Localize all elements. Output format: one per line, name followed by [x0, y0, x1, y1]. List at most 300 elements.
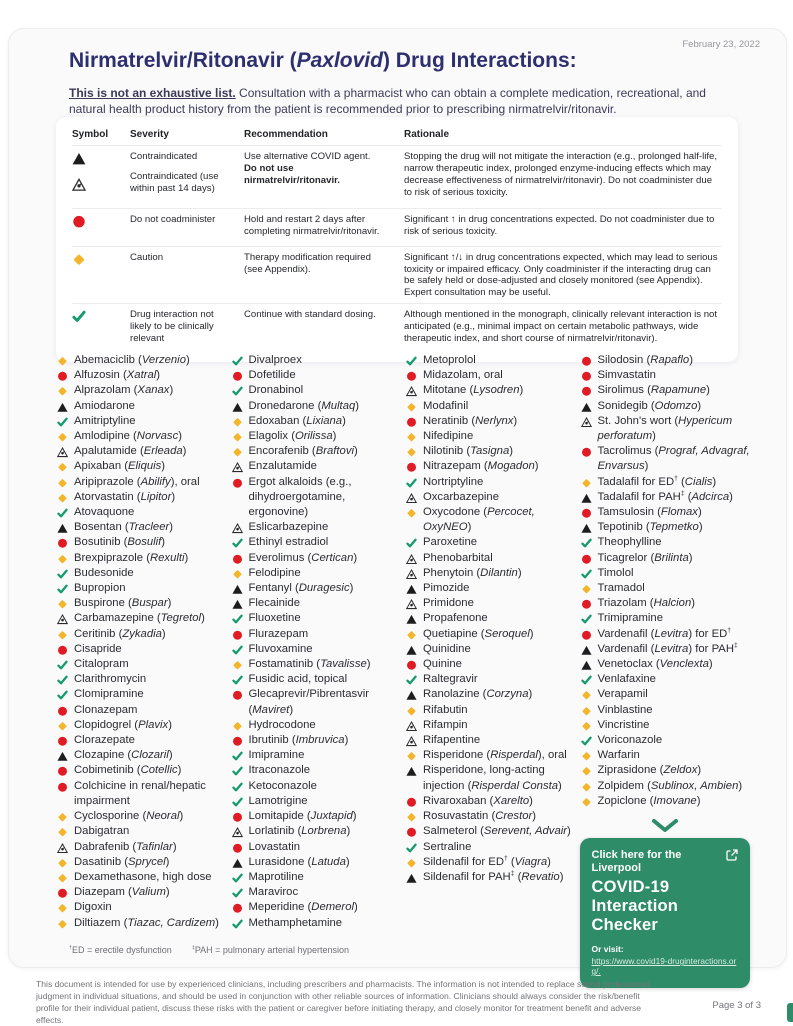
- black-triangle-icon: [581, 402, 592, 413]
- green-check-icon: [232, 888, 243, 899]
- green-check-icon: [232, 797, 243, 808]
- red-circle-icon: [232, 690, 243, 701]
- drug-list: [56, 353, 750, 988]
- red-circle-icon: [581, 630, 592, 641]
- drug-item: Phenytoin (Dilantin): [405, 566, 576, 581]
- yellow-diamond-icon: [57, 721, 68, 732]
- yellow-diamond-icon: [72, 253, 86, 266]
- red-circle-icon: [232, 736, 243, 747]
- green-check-icon: [57, 417, 68, 428]
- drug-item: Silodosin (Rapaflo): [580, 353, 751, 368]
- drug-item: Simvastatin: [580, 368, 751, 383]
- drug-item: Ranolazine (Corzyna): [405, 687, 576, 702]
- drug-item: Citalopram: [56, 657, 227, 672]
- red-circle-icon: [232, 630, 243, 641]
- red-circle-icon: [232, 843, 243, 854]
- drug-item: Triazolam (Halcion): [580, 596, 751, 611]
- drug-item: Sildenafil for ED† (Viagra): [405, 855, 576, 870]
- legend-row: Do not coadminister Hold and restart 2 days after completing nirmatrelvir/ritonavir. Significant ↑ in drug concentrations expected. Do not coadminister due to risk of serious toxicity.: [72, 208, 722, 245]
- drug-column-2: [231, 353, 402, 988]
- page-number: Page 3 of 3: [712, 1000, 761, 1011]
- red-circle-icon: [57, 706, 68, 717]
- yellow-diamond-icon: [406, 508, 417, 519]
- yellow-diamond-icon: [406, 432, 417, 443]
- black-triangle-icon: [406, 645, 417, 656]
- drug-item: Bosentan (Tracleer): [56, 520, 227, 535]
- triangle-14-day-icon: [57, 614, 68, 625]
- black-triangle-icon: [406, 690, 417, 701]
- drug-item: Metoprolol: [405, 353, 576, 368]
- drug-item: Lurasidone (Latuda): [231, 855, 402, 870]
- yellow-diamond-icon: [57, 554, 68, 565]
- triangle-14-day-icon: [406, 493, 417, 504]
- drug-item: Venlafaxine: [580, 672, 751, 687]
- yellow-diamond-icon: [581, 797, 592, 808]
- drug-item: Ketoconazole: [231, 779, 402, 794]
- drug-item: Brexpiprazole (Rexulti): [56, 551, 227, 566]
- page-title: Nirmatrelvir/Ritonavir (Paxlovid) Drug Interactions:: [69, 49, 577, 72]
- drug-item: Diltiazem (Tiazac, Cardizem): [56, 916, 227, 931]
- drug-item: Neratinib (Nerlynx): [405, 414, 576, 429]
- drug-item: Primidone: [405, 596, 576, 611]
- black-triangle-icon: [57, 751, 68, 762]
- drug-item: Budesonide: [56, 566, 227, 581]
- triangle-14-day-icon: [232, 827, 243, 838]
- footer-disclaimer: This document is intended for use by experienced clinicians, including prescribers and pharmacists. The information is not intended to replace sound professional judgment in individual situations, and should be used in conjunction with other reliable sources of information. Clinicians should always consider the risk/benefit profile for their individual patient, discuss these risks with the patient or caregiver before initiating therapy, and closely monitor for treatment benefit and adverse effects.: [36, 979, 650, 1025]
- red-circle-icon: [232, 478, 243, 489]
- drug-item: Paroxetine: [405, 535, 576, 550]
- black-triangle-icon: [406, 584, 417, 595]
- green-check-icon: [406, 843, 417, 854]
- legend-table: [56, 117, 738, 362]
- drug-item: Midazolam, oral: [405, 368, 576, 383]
- document-date: February 23, 2022: [682, 39, 760, 50]
- yellow-diamond-icon: [581, 690, 592, 701]
- yellow-diamond-icon: [232, 447, 243, 458]
- red-circle-icon: [57, 645, 68, 656]
- drug-item: Fluoxetine: [231, 611, 402, 626]
- cta-url-link[interactable]: https://www.covid19-druginteractions.org/.: [591, 956, 737, 977]
- drug-item: Rivaroxaban (Xarelto): [405, 794, 576, 809]
- green-check-icon: [57, 690, 68, 701]
- drug-item: Felodipine: [231, 566, 402, 581]
- drug-item: Verapamil: [580, 687, 751, 702]
- drug-item: Rosuvastatin (Crestor): [405, 809, 576, 824]
- drug-item: Cisapride: [56, 642, 227, 657]
- red-circle-icon: [57, 371, 68, 382]
- red-circle-icon: [72, 215, 86, 228]
- drug-item: Zopiclone (Imovane): [580, 794, 751, 809]
- yellow-diamond-icon: [57, 356, 68, 367]
- cta-label: Click here for the Liverpool: [591, 849, 682, 875]
- drug-item: Diazepam (Valium): [56, 885, 227, 900]
- red-circle-icon: [406, 797, 417, 808]
- drug-item: Vincristine: [580, 718, 751, 733]
- red-circle-icon: [581, 371, 592, 382]
- red-circle-icon: [581, 599, 592, 610]
- yellow-diamond-icon: [57, 493, 68, 504]
- red-circle-icon: [57, 766, 68, 777]
- intro-paragraph: This is not an exhaustive list. Consultation with a pharmacist who can obtain a complete medication, recreational, and natural health product history from the patient is recommended prior to prescribing nirmatrelvir/ritonavir.: [69, 86, 706, 116]
- drug-item: Sirolimus (Rapamune): [580, 383, 751, 398]
- green-check-icon: [232, 751, 243, 762]
- yellow-diamond-icon: [57, 812, 68, 823]
- legend-header-row: [72, 124, 722, 145]
- drug-item: Vinblastine: [580, 703, 751, 718]
- external-link-icon: [726, 849, 738, 861]
- legend-row: Contraindicated Contraindicated (use within past 14 days) Use alternative COVID agent. Do not use nirmatrelvir/ritonavir. Stopping the drug will not mitigate the interaction (e.g., prolonged half-life, narrow therapeutic index, prolonged enzyme-inducing effects which may decrease effectiveness of nirmatrelvir/ritonavir). Do not coadminister due to risk of serious toxicity.: [72, 145, 722, 208]
- drug-item: Clarithromycin: [56, 672, 227, 687]
- drug-item: Apixaban (Eliquis): [56, 459, 227, 474]
- legend-col-header: Symbol: [72, 129, 109, 140]
- yellow-diamond-icon: [232, 660, 243, 671]
- green-check-icon: [232, 645, 243, 656]
- red-circle-icon: [57, 782, 68, 793]
- drug-item: Rifabutin: [405, 703, 576, 718]
- legend-col-header: Severity: [130, 129, 169, 140]
- green-check-icon: [581, 614, 592, 625]
- drug-item: Lovastatin: [231, 840, 402, 855]
- red-circle-icon: [232, 903, 243, 914]
- drug-item: Flurazepam: [231, 627, 402, 642]
- yellow-diamond-icon: [406, 751, 417, 762]
- drug-item: Dronabinol: [231, 383, 402, 398]
- triangle-14-day-icon: [57, 447, 68, 458]
- drug-item: Fentanyl (Duragesic): [231, 581, 402, 596]
- green-check-icon: [72, 310, 86, 323]
- legend-col-header: Recommendation: [244, 129, 328, 140]
- drug-item: Flecainide: [231, 596, 402, 611]
- drug-item: Venetoclax (Venclexta): [580, 657, 751, 672]
- yellow-diamond-icon: [581, 584, 592, 595]
- green-check-icon: [57, 569, 68, 580]
- drug-item: Quetiapine (Seroquel): [405, 627, 576, 642]
- black-triangle-icon: [232, 599, 243, 610]
- drug-item: Propafenone: [405, 611, 576, 626]
- green-check-icon: [406, 478, 417, 489]
- black-triangle-icon: [581, 660, 592, 671]
- drug-item: Voriconazole: [580, 733, 751, 748]
- red-circle-icon: [581, 554, 592, 565]
- triangle-14-day-icon: [406, 599, 417, 610]
- red-circle-icon: [57, 888, 68, 899]
- drug-item: Tramadol: [580, 581, 751, 596]
- green-check-icon: [232, 766, 243, 777]
- green-check-icon: [232, 356, 243, 367]
- drug-item: Rifampin: [405, 718, 576, 733]
- drug-item: Buspirone (Buspar): [56, 596, 227, 611]
- yellow-diamond-icon: [57, 599, 68, 610]
- drug-item: Oxycodone (Percocet, OxyNEO): [405, 505, 576, 535]
- yellow-diamond-icon: [581, 721, 592, 732]
- drug-item: Dronedarone (Multaq): [231, 399, 402, 414]
- yellow-diamond-icon: [232, 721, 243, 732]
- yellow-diamond-icon: [406, 706, 417, 717]
- black-triangle-icon: [232, 402, 243, 413]
- yellow-diamond-icon: [406, 402, 417, 413]
- drug-item: Bosutinib (Bosulif): [56, 535, 227, 550]
- drug-item: Tacrolimus (Prograf, Advagraf, Envarsus): [580, 444, 751, 474]
- drug-item: Meperidine (Demerol): [231, 900, 402, 915]
- drug-item: Amitriptyline: [56, 414, 227, 429]
- triangle-14-day-icon: [406, 569, 417, 580]
- drug-item: Clozapine (Clozaril): [56, 748, 227, 763]
- yellow-diamond-icon: [57, 432, 68, 443]
- drug-item: Vardenafil (Levitra) for PAH‡: [580, 642, 751, 657]
- drug-item: Nifedipine: [405, 429, 576, 444]
- triangle-14-day-icon: [406, 721, 417, 732]
- black-triangle-icon: [232, 584, 243, 595]
- red-circle-icon: [581, 386, 592, 397]
- drug-item: Rifapentine: [405, 733, 576, 748]
- drug-column-4-items: [580, 353, 751, 809]
- green-check-icon: [232, 675, 243, 686]
- red-circle-icon: [232, 371, 243, 382]
- red-circle-icon: [57, 736, 68, 747]
- drug-item: Vardenafil (Levitra) for ED†: [580, 627, 751, 642]
- drug-item: Maraviroc: [231, 885, 402, 900]
- drug-item: Amlodipine (Norvasc): [56, 429, 227, 444]
- green-check-icon: [57, 660, 68, 671]
- drug-item: Aripiprazole (Abilify), oral: [56, 475, 227, 490]
- drug-column-4: [580, 353, 751, 988]
- yellow-diamond-icon: [57, 873, 68, 884]
- green-check-icon: [406, 356, 417, 367]
- cta-title: COVID-19 Interaction Checker: [591, 878, 679, 935]
- black-triangle-icon: [581, 523, 592, 534]
- green-check-icon: [57, 508, 68, 519]
- green-check-icon: [57, 675, 68, 686]
- drug-item: Itraconazole: [231, 763, 402, 778]
- legend-row: Drug interaction not likely to be clinically relevant Continue with standard dosing. Although mentioned in the monograph, clinically relevant interaction is not anticipated (e.g., minimal impact on certain metabolic pathways, wide therapeutic index, and short course of nirmatrelvir/ritonavir).: [72, 303, 722, 357]
- green-check-icon: [581, 675, 592, 686]
- drug-item: Sonidegib (Odomzo): [580, 399, 751, 414]
- corner-accent: [787, 1003, 793, 1022]
- drug-item: Edoxaban (Lixiana): [231, 414, 402, 429]
- yellow-diamond-icon: [57, 827, 68, 838]
- yellow-diamond-icon: [232, 417, 243, 428]
- yellow-diamond-icon: [406, 447, 417, 458]
- yellow-diamond-icon: [406, 630, 417, 641]
- triangle-14-day-icon: [232, 523, 243, 534]
- drug-item: Modafinil: [405, 399, 576, 414]
- drug-item: Abemaciclib (Verzenio): [56, 353, 227, 368]
- drug-item: Apalutamide (Erleada): [56, 444, 227, 459]
- green-check-icon: [232, 614, 243, 625]
- drug-item: Tadalafil for ED† (Cialis): [580, 475, 751, 490]
- drug-item: Tadalafil for PAH‡ (Adcirca): [580, 490, 751, 505]
- drug-item: Oxcarbazepine: [405, 490, 576, 505]
- drug-item: Dabrafenib (Tafinlar): [56, 840, 227, 855]
- green-check-icon: [232, 386, 243, 397]
- drug-item: Dexamethasone, high dose: [56, 870, 227, 885]
- drug-item: Nitrazepam (Mogadon): [405, 459, 576, 474]
- drug-item: Quinidine: [405, 642, 576, 657]
- drug-item: Mitotane (Lysodren): [405, 383, 576, 398]
- drug-item: Carbamazepine (Tegretol): [56, 611, 227, 626]
- legend-col-header: Rationale: [404, 129, 450, 140]
- green-check-icon: [232, 782, 243, 793]
- drug-item: Clonazepam: [56, 703, 227, 718]
- black-triangle-icon: [57, 402, 68, 413]
- drug-item: Dabigatran: [56, 824, 227, 839]
- legend-rows: [72, 145, 722, 357]
- drug-item: Dasatinib (Sprycel): [56, 855, 227, 870]
- red-circle-icon: [406, 417, 417, 428]
- drug-item: Enzalutamide: [231, 459, 402, 474]
- drug-item: Phenobarbital: [405, 551, 576, 566]
- drug-column-3: [405, 353, 576, 988]
- black-triangle-icon: [57, 523, 68, 534]
- green-check-icon: [581, 538, 592, 549]
- yellow-diamond-icon: [581, 706, 592, 717]
- drug-item: Colchicine in renal/hepatic impairment: [56, 779, 227, 809]
- yellow-diamond-icon: [581, 766, 592, 777]
- drug-item: Tamsulosin (Flomax): [580, 505, 751, 520]
- covid-checker-cta[interactable]: [580, 838, 751, 988]
- drug-item: Risperidone (Risperdal), oral: [405, 748, 576, 763]
- red-circle-icon: [581, 356, 592, 367]
- footnote-ed: †ED = erectile dysfunction: [69, 945, 172, 955]
- drug-item: Nortriptyline: [405, 475, 576, 490]
- triangle-14-day-icon: [232, 462, 243, 473]
- drug-item: Lorlatinib (Lorbrena): [231, 824, 402, 839]
- yellow-diamond-icon: [57, 919, 68, 930]
- green-check-icon: [581, 569, 592, 580]
- green-check-icon: [57, 584, 68, 595]
- drug-item: Fusidic acid, topical: [231, 672, 402, 687]
- drug-item: Sildenafil for PAH‡ (Revatio): [405, 870, 576, 885]
- drug-item: Dofetilide: [231, 368, 402, 383]
- green-check-icon: [232, 538, 243, 549]
- drug-item: Digoxin: [56, 900, 227, 915]
- drug-item: Risperidone, long-acting injection (Risperdal Consta): [405, 763, 576, 793]
- red-circle-icon: [581, 508, 592, 519]
- drug-item: Atorvastatin (Lipitor): [56, 490, 227, 505]
- drug-item: Fluvoxamine: [231, 642, 402, 657]
- red-circle-icon: [406, 660, 417, 671]
- drug-item: Pimozide: [405, 581, 576, 596]
- drug-item: Maprotiline: [231, 870, 402, 885]
- drug-item: Glecaprevir/Pibrentasvir (Maviret): [231, 687, 402, 717]
- triangle-14-day-icon: [57, 843, 68, 854]
- black-triangle-icon: [406, 766, 417, 777]
- yellow-diamond-icon: [581, 782, 592, 793]
- yellow-diamond-icon: [232, 432, 243, 443]
- yellow-diamond-icon: [57, 478, 68, 489]
- drug-item: Warfarin: [580, 748, 751, 763]
- drug-item: Trimipramine: [580, 611, 751, 626]
- drug-item: Hydrocodone: [231, 718, 402, 733]
- drug-item: Imipramine: [231, 748, 402, 763]
- yellow-diamond-icon: [57, 903, 68, 914]
- green-check-icon: [581, 736, 592, 747]
- yellow-diamond-icon: [57, 386, 68, 397]
- yellow-diamond-icon: [406, 812, 417, 823]
- green-check-icon: [406, 675, 417, 686]
- black-triangle-icon: [581, 645, 592, 656]
- drug-item: Encorafenib (Braftovi): [231, 444, 402, 459]
- drug-column-1: [56, 353, 227, 988]
- triangle-14-day-icon: [581, 417, 592, 428]
- yellow-diamond-icon: [57, 858, 68, 869]
- legend-row: Caution Therapy modification required (see Appendix). Significant ↑/↓ in drug concentrations expected, which may lead to serious toxicity or impaired efficacy. Only coadminister if the interacting drug can be safely held or dose-adjusted and closely monitored (see Appendix). Expert consultation may be useful.: [72, 246, 722, 304]
- drug-item: Lomitapide (Juxtapid): [231, 809, 402, 824]
- drug-item: Bupropion: [56, 581, 227, 596]
- drug-item: St. John's wort (Hypericum perforatum): [580, 414, 751, 444]
- red-circle-icon: [581, 447, 592, 458]
- drug-item: Ceritinib (Zykadia): [56, 627, 227, 642]
- drug-item: Raltegravir: [405, 672, 576, 687]
- drug-item: Ibrutinib (Imbruvica): [231, 733, 402, 748]
- drug-item: Cyclosporine (Neoral): [56, 809, 227, 824]
- drug-item: Clomipramine: [56, 687, 227, 702]
- drug-item: Amiodarone: [56, 399, 227, 414]
- footnote-pah: ‡PAH = pulmonary arterial hypertension: [191, 945, 349, 955]
- black-triangle-icon: [406, 614, 417, 625]
- red-circle-icon: [232, 812, 243, 823]
- yellow-diamond-icon: [57, 462, 68, 473]
- drug-item: Ergot alkaloids (e.g., dihydroergotamine, ergonovine): [231, 475, 402, 521]
- drug-item: Timolol: [580, 566, 751, 581]
- drug-item: Ethinyl estradiol: [231, 535, 402, 550]
- black-triangle-icon: [581, 493, 592, 504]
- yellow-diamond-icon: [57, 630, 68, 641]
- drug-item: Quinine: [405, 657, 576, 672]
- triangle-14-day-icon: [406, 386, 417, 397]
- yellow-diamond-icon: [232, 569, 243, 580]
- triangle-14-day-icon: [406, 736, 417, 747]
- drug-item: Clopidogrel (Plavix): [56, 718, 227, 733]
- drug-item: Divalproex: [231, 353, 402, 368]
- drug-item: Eslicarbazepine: [231, 520, 402, 535]
- drug-item: Clorazepate: [56, 733, 227, 748]
- black-triangle-icon: [72, 152, 86, 165]
- drug-item: Ziprasidone (Zeldox): [580, 763, 751, 778]
- yellow-diamond-icon: [406, 858, 417, 869]
- drug-item: Atovaquone: [56, 505, 227, 520]
- drug-item: Everolimus (Certican): [231, 551, 402, 566]
- red-circle-icon: [406, 371, 417, 382]
- drug-item: Salmeterol (Serevent, Advair): [405, 824, 576, 839]
- drug-item: Ticagrelor (Brilinta): [580, 551, 751, 566]
- chevron-down-icon: [580, 819, 751, 832]
- drug-item: Lamotrigine: [231, 794, 402, 809]
- drug-item: Nilotinib (Tasigna): [405, 444, 576, 459]
- drug-item: Theophylline: [580, 535, 751, 550]
- footnotes: [69, 945, 349, 955]
- yellow-diamond-icon: [581, 478, 592, 489]
- content-card: [8, 28, 787, 977]
- drug-item: Methamphetamine: [231, 916, 402, 931]
- drug-item: Alprazolam (Xanax): [56, 383, 227, 398]
- black-triangle-icon: [406, 873, 417, 884]
- green-check-icon: [232, 919, 243, 930]
- drug-item: Fostamatinib (Tavalisse): [231, 657, 402, 672]
- drug-item: Sertraline: [405, 840, 576, 855]
- drug-item: Cobimetinib (Cotellic): [56, 763, 227, 778]
- black-triangle-icon: [232, 858, 243, 869]
- red-circle-icon: [406, 827, 417, 838]
- drug-item: Alfuzosin (Xatral): [56, 368, 227, 383]
- green-check-icon: [406, 538, 417, 549]
- cta-or-visit: Or visit:: [591, 944, 624, 955]
- drug-item: Elagolix (Orilissa): [231, 429, 402, 444]
- red-circle-icon: [232, 554, 243, 565]
- drug-item: Zolpidem (Sublinox, Ambien): [580, 779, 751, 794]
- red-circle-icon: [406, 462, 417, 473]
- drug-item: Tepotinib (Tepmetko): [580, 520, 751, 535]
